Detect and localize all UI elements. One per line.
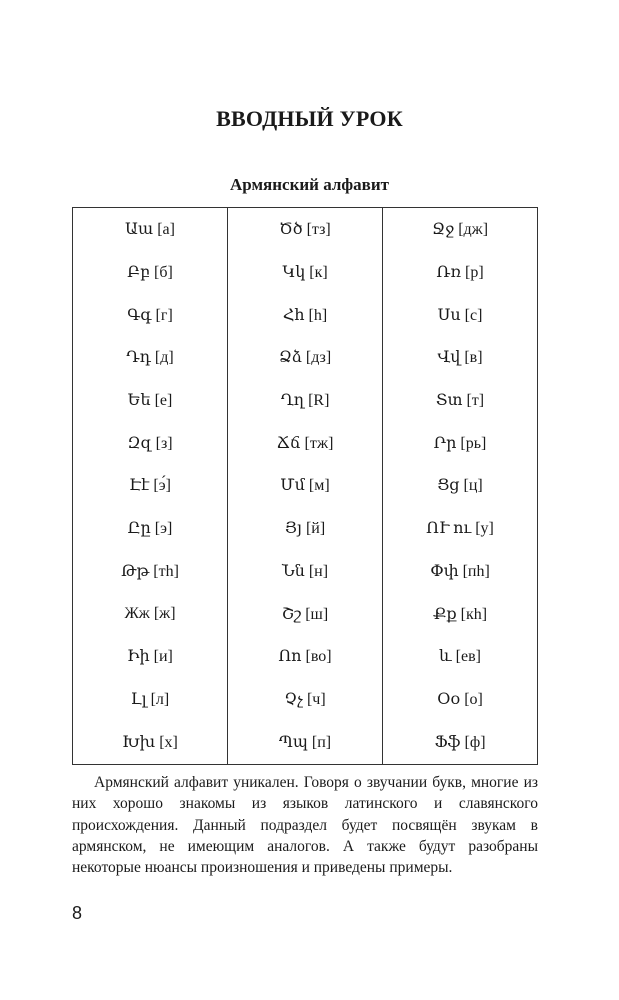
alphabet-table (72, 207, 538, 765)
alphabet-cell: Տտ [т] (435, 392, 485, 410)
alphabet-cell: Կկ [к] (282, 264, 328, 282)
alphabet-cell: Աա [а] (125, 221, 175, 239)
page-title: ВВОДНЫЙ УРОК (216, 106, 403, 131)
alphabet-cell: Սս [с] (437, 306, 483, 324)
alphabet-cell: Ձձ [дз] (278, 349, 332, 367)
alphabet-cell: Էէ [э́] (129, 477, 171, 495)
alphabet-cell: Շշ [ш] (281, 605, 329, 623)
section-title: Армянский алфавит (229, 175, 389, 194)
page-number: 8 (72, 903, 83, 923)
alphabet-cell: Ցց [ц] (437, 477, 483, 495)
alphabet-cell: Յյ [й] (284, 520, 326, 538)
alphabet-cell: Բբ [б] (127, 264, 173, 282)
alphabet-cell: Ճճ [тж] (276, 434, 334, 452)
body-paragraph: Армянский алфавит уникален. Говоря о звучании букв, многие из них хорошо знакомы из языков латинского и славянского происхождения. Данный подраздел будет посвящён звукам в армянском, не имеющим аналогов. А также будут разобраны некоторые нюансы произношения и приведены примеры. (72, 774, 538, 877)
alphabet-cell: Ղղ [R] (280, 392, 330, 410)
alphabet-column-2 (227, 208, 382, 764)
alphabet-cell: Թթ [тh] (121, 562, 179, 580)
alphabet-cell: Ֆֆ [ф] (434, 733, 486, 751)
alphabet-cell: Ոո [во] (278, 648, 332, 666)
alphabet-cell: Ծծ [тз] (279, 221, 331, 239)
alphabet-cell: Жж [ж] (124, 604, 176, 622)
alphabet-cell: Քք [кh] (432, 605, 488, 623)
alphabet-cell: Փփ [пh] (430, 562, 490, 580)
alphabet-cell: Զզ [з] (127, 434, 173, 452)
alphabet-cell: Ռռ [р] (436, 264, 484, 282)
alphabet-cell: Մմ [м] (280, 477, 330, 495)
alphabet-cell: Պպ [п] (278, 733, 332, 751)
alphabet-cell: Իի [и] (127, 648, 173, 666)
alphabet-column-1 (73, 208, 227, 764)
alphabet-cell: Վվ [в] (437, 349, 483, 367)
alphabet-cell: Հհ [h] (282, 306, 328, 324)
alphabet-cell: Խխ [х] (122, 733, 178, 751)
alphabet-cell: Չչ [ч] (284, 690, 326, 708)
alphabet-cell: Ջջ [дж] (431, 221, 489, 239)
alphabet-cell: և [ев] (439, 648, 481, 666)
alphabet-cell: ՈՒ ու [у] (426, 520, 494, 538)
alphabet-cell: Րր [рь] (433, 434, 487, 452)
alphabet-column-3 (382, 208, 537, 764)
alphabet-cell: Նն [н] (281, 562, 329, 580)
alphabet-cell: Լլ [л] (130, 690, 170, 708)
alphabet-cell: Ըը [э] (127, 520, 173, 538)
alphabet-cell: Դդ [д] (126, 349, 174, 367)
alphabet-cell: Գգ [г] (127, 306, 173, 324)
alphabet-cell: Եե [е] (127, 392, 173, 410)
alphabet-cell: Օօ [о] (437, 690, 483, 708)
